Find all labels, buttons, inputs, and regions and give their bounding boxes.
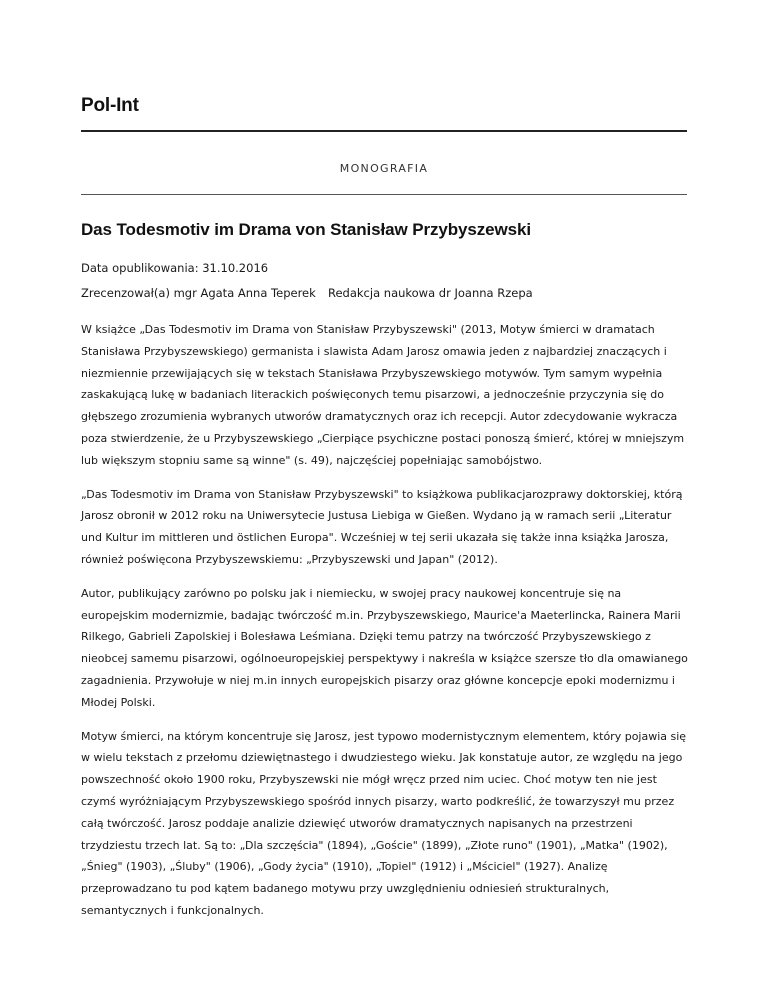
category-label: MONOGRAFIA — [339, 162, 429, 175]
editor-credit: Redakcja naukowa dr Joanna Rzepa — [328, 286, 533, 300]
category-divider — [81, 194, 687, 195]
site-title[interactable]: Pol-Int — [81, 95, 139, 116]
header-divider — [81, 130, 687, 132]
article-paragraph: W książce „Das Todesmotiv im Drama von Stanisław Przybyszewski" (2013, Motyw śmierci w dramatach Stanisława Przybyszewskiego) germanista i slawista Adam Jarosz omawia jeden z najbardziej znaczących i niezmiennie przewijających się w tekstach Stanisława Przybyszewskiego motywów. Tym samym wypełnia zaskakującą lukę w badaniach literackich poświęconych temu pisarzowi, a jednocześnie przyczynia się do głębszego zrozumienia wybranych utworów dramatycznych oraz ich recepcji. Autor zdecydowanie wykracza poza stwierdzenie, że u Przybyszewskiego „Cierpiące psychiczne postaci ponoszą śmierć, której w mniejszym lub większym stopniu same są winne" (s. 49), najczęściej popełniając samobójstwo. — [81, 323, 685, 467]
reviewer-credit: Zrecenzował(a) mgr Agata Anna Teperek — [81, 286, 316, 300]
article-paragraph: Autor, publikujący zarówno po polsku jak i niemiecku, w swojej pracy naukowej koncentruje się na europejskim modernizmie, badając twórczość m.in. Przybyszewskiego, Maurice'a Maeterlincka, Rainera Marii Rilkego, Gabrieli Zapolskiej i Bolesława Leśmiana. Dzięki temu patrzy na twórczość Przybyszewskiego z nieobcej samemu pisarzowi, ogólnoeuropejskiej perspektywy i nakreśla w książce szersze tło dla omawianego zagadnienia. Przywołuje w niej m.in innych europejskich pisarzy oraz główne koncepcje epoki modernizmu i Młodej Polski. — [81, 586, 688, 709]
article-paragraph: „Das Todesmotiv im Drama von Stanisław Przybyszewski" to książkowa publikacjarozprawy doktorskiej, którą Jarosz obronił w 2012 roku na Uniwersytecie Justusa Liebiga w Gießen. Wydano ją w ramach serii „Literatur und Kultur im mittleren und östlichen Europa". Wcześniej w tej serii ukazała się także inna książka Jarosza, również poświęcona Przybyszewskiemu: „Przybyszewski und Japan" (2012). — [81, 487, 683, 566]
publication-date: Data opublikowania: 31.10.2016 — [81, 261, 269, 275]
article-paragraph: Motyw śmierci, na którym koncentruje się Jarosz, jest typowo modernistycznym elementem, który pojawia się w wielu tekstach z przełomu dziewiętnastego i dwudziestego wieku. Jak konstatuje autor, ze względu na jego powszechność około 1900 roku, Przybyszewski nie mógł wręcz przed nim uciec. Choć motyw ten nie jest czymś wyróżniającym Przybyszewskiego spośród innych pisarzy, warto podkreślić, że towarzyszył mu przez całą twórczość. Jarosz poddaje analizie dziewięć utworów dramatycznych napisanych na przestrzeni trzydziestu trzech lat. Są to: „Dla szczęścia" (1894), „Goście" (1899), „Złote runo" (1901), „Matka" (1902), „Śnieg" (1903), „Śluby" (1906), „Gody życia" (1910), „Topiel" (1912) i „Mściciel" (1927). Analizę przeprowadzano tu pod kątem badanego motywu przy uwzględnieniu odniesień strukturalnych, semantycznych i funkcjonalnych. — [81, 729, 687, 917]
article-title: Das Todesmotiv im Drama von Stanisław Przybyszewski — [81, 220, 531, 239]
article-body — [81, 319, 691, 934]
